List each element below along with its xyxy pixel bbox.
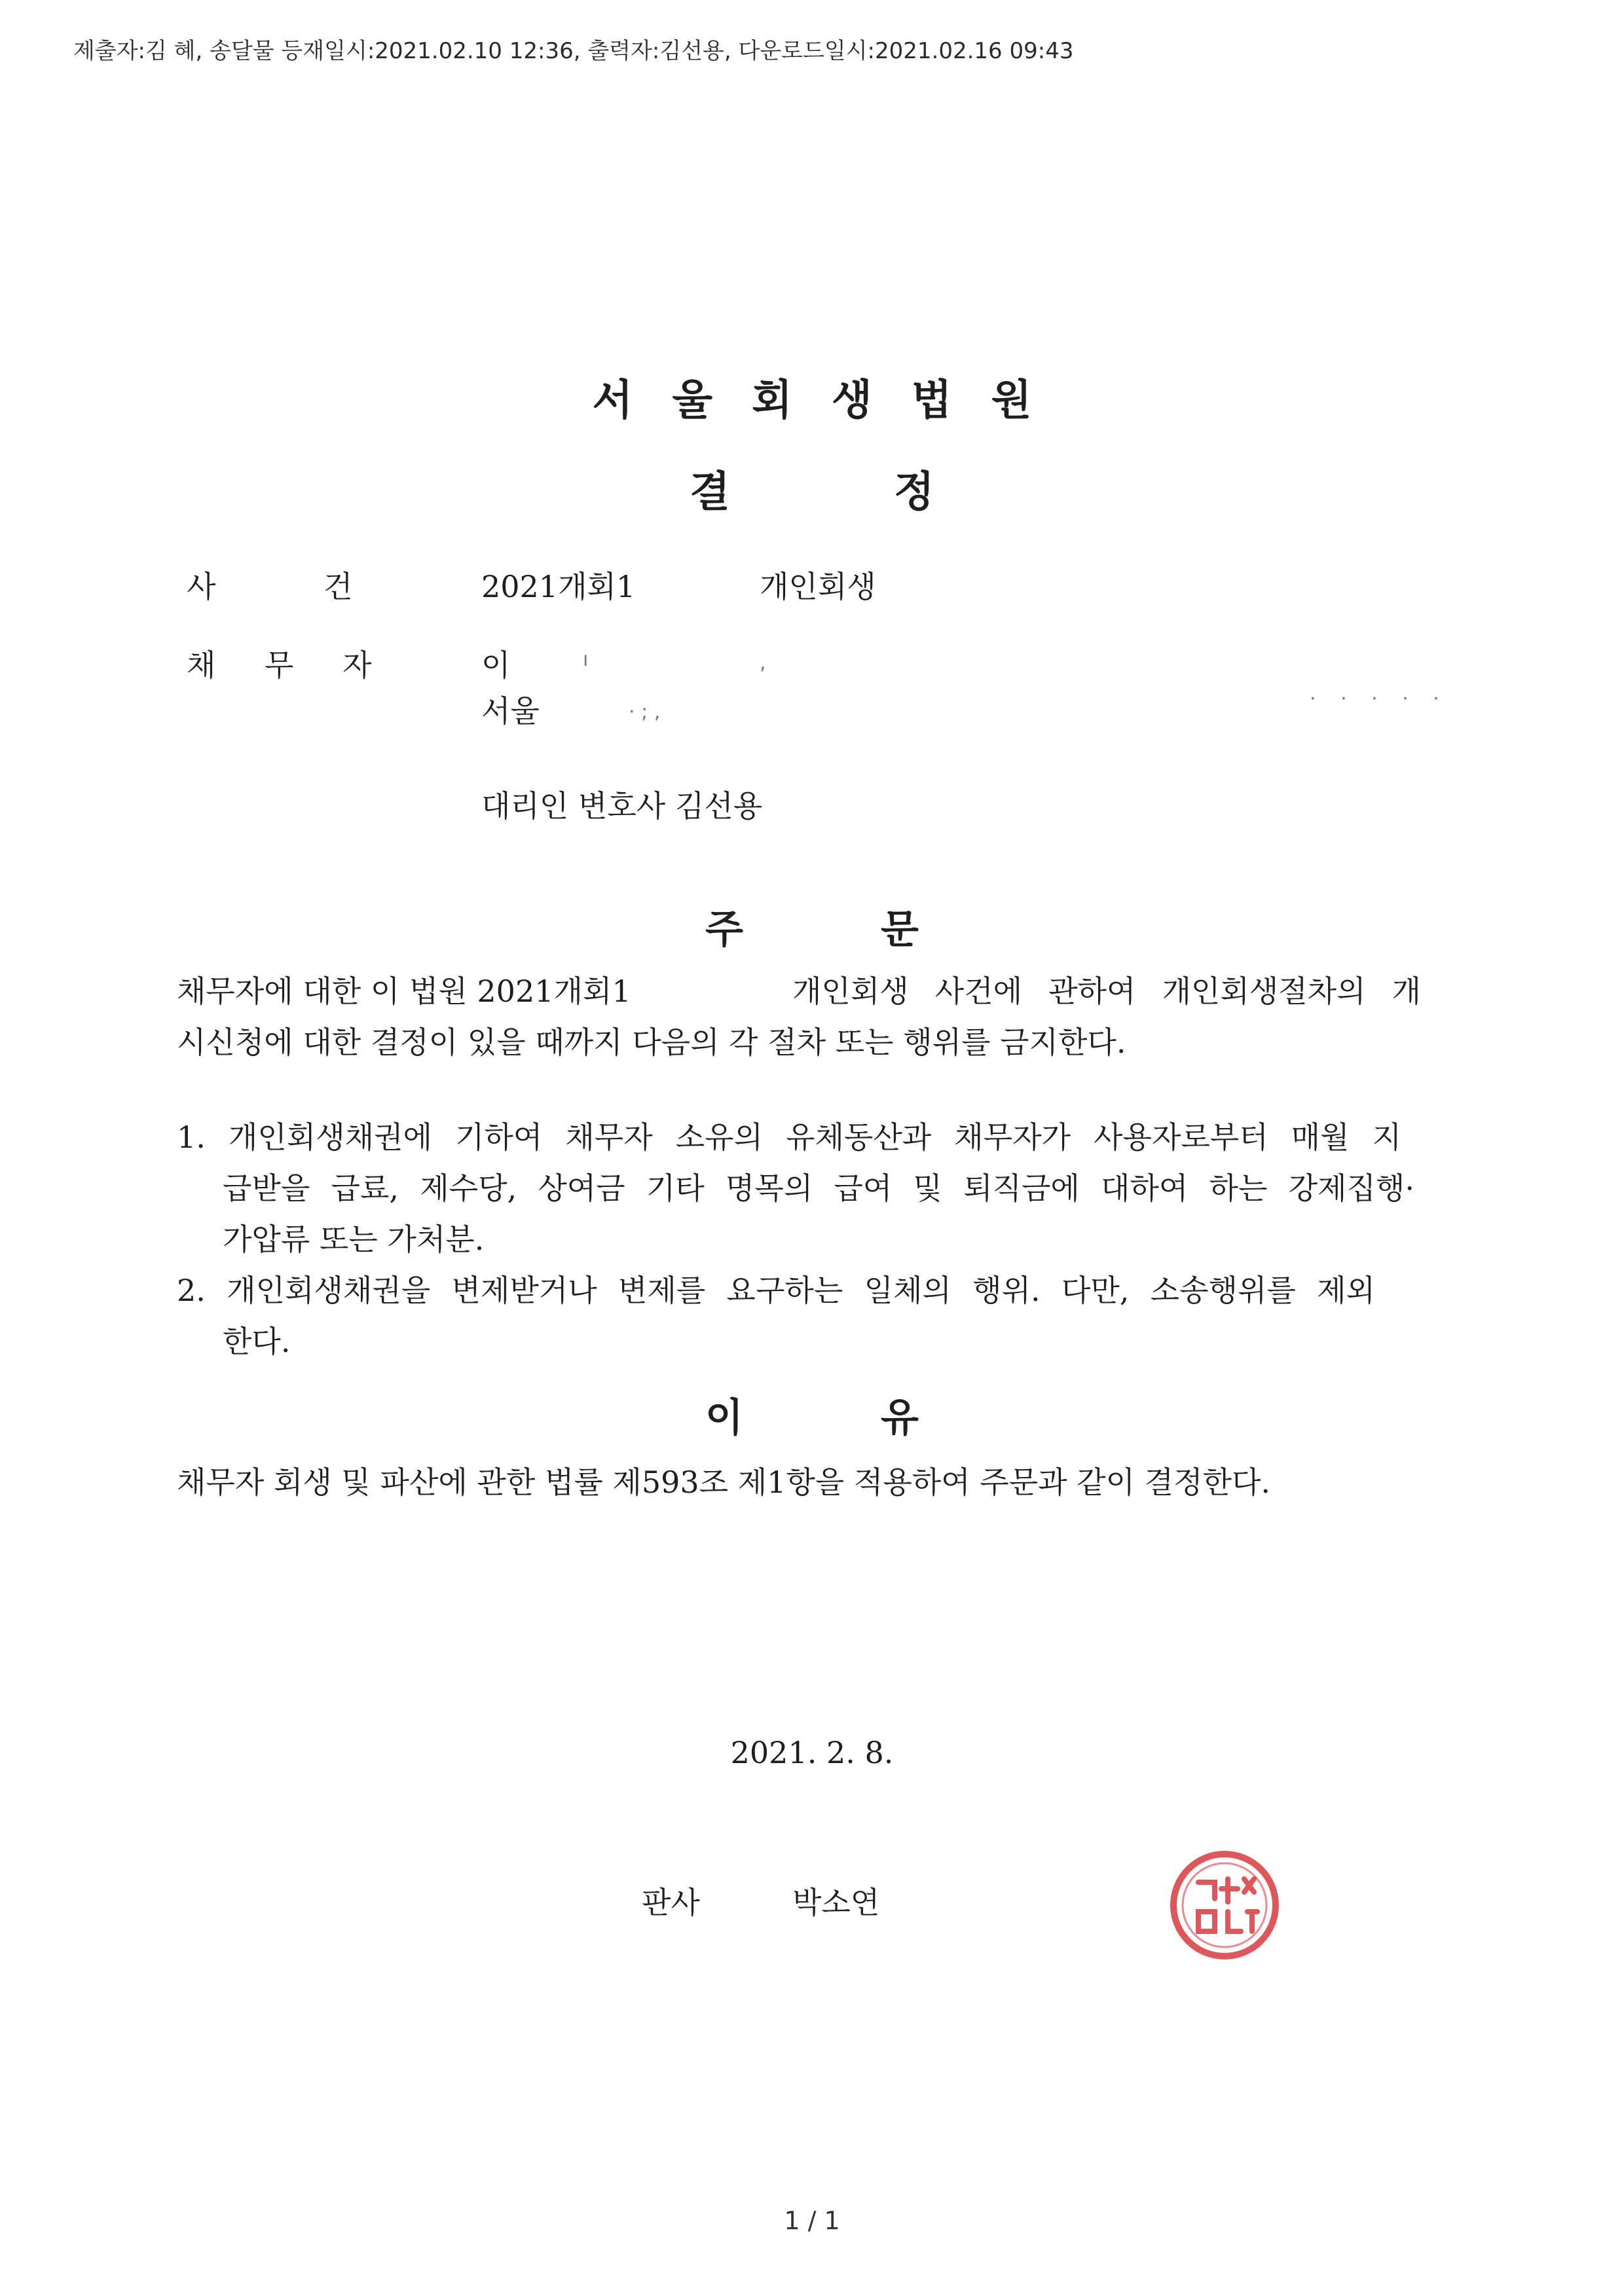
debtor-label: 채 무 자: [187, 647, 372, 683]
document-title: 결정: [690, 468, 1098, 517]
order-item-1-line1-text: 1. 개인회생채권에 기하여 채무자 소유의 유체동산과 채무자가 사용자로부터 매월 지: [177, 1120, 1401, 1155]
case-label: 사 건: [187, 569, 353, 604]
case-number: 2021개회1: [481, 569, 636, 604]
judge-title: 판사: [642, 1885, 700, 1920]
redaction-mark: ,: [760, 651, 766, 674]
order-heading: 주문: [705, 907, 1056, 953]
judge-name: 박소연: [792, 1885, 880, 1920]
reason-heading: 이유: [705, 1395, 1056, 1441]
judge-seal: [1166, 1846, 1283, 1964]
seal-graphic: [1166, 1846, 1283, 1964]
order-item-1-line2-text: 급받을 급료, 제수당, 상여금 기타 명목의 급여 및 퇴직금에 대하여 하는 강제집행·: [223, 1171, 1414, 1206]
court-name: 서울회생법원: [592, 376, 1071, 425]
reason-text: 채무자 회생 및 파산에 관한 법률 제593조 제1항을 적용하여 주문과 같이 결정한다.: [177, 1465, 1271, 1500]
order-intro-part2-text: 개인회생 사건에 관하여 개인회생절차의 개: [792, 974, 1421, 1009]
order-item-2-line2: 한다.: [223, 1324, 291, 1359]
order-item-1-line1: [177, 1112, 1401, 1163]
debtor-name: 이: [481, 647, 511, 683]
page-number: 1 / 1: [784, 2206, 840, 2235]
debtor-agent: 대리인 변호사 김선용: [481, 788, 763, 824]
document-header-info: 제출자:김 혜, 송달물 등재일시:2021.02.10 12:36, 출력자:김선용, 다운로드일시:2021.02.16 09:43: [73, 38, 1074, 64]
redaction-mark: ı: [583, 648, 589, 671]
order-item-1-line3: 가압류 또는 가처분.: [223, 1222, 485, 1257]
debtor-address: 서울: [481, 693, 540, 729]
redaction-mark: · ; ,: [629, 701, 661, 723]
case-type: 개인회생: [760, 569, 876, 604]
order-item-1-line2: [223, 1163, 1414, 1214]
order-intro-part1: 채무자에 대한 이 법원 2021개회1: [177, 974, 631, 1009]
redaction-mark: · · · · ·: [1310, 687, 1449, 710]
order-item-2-line1-text: 2. 개인회생채권을 변제받거나 변제를 요구하는 일체의 행위. 다만, 소송행위를 제외: [177, 1273, 1375, 1308]
decision-date: 2021. 2. 8.: [730, 1735, 894, 1770]
order-item-2-line1: [177, 1265, 1375, 1316]
order-intro-line2: 시신청에 대한 결정이 있을 때까지 다음의 각 절차 또는 행위를 금지한다.: [177, 1025, 1126, 1060]
order-intro-part2: [792, 966, 1421, 1017]
